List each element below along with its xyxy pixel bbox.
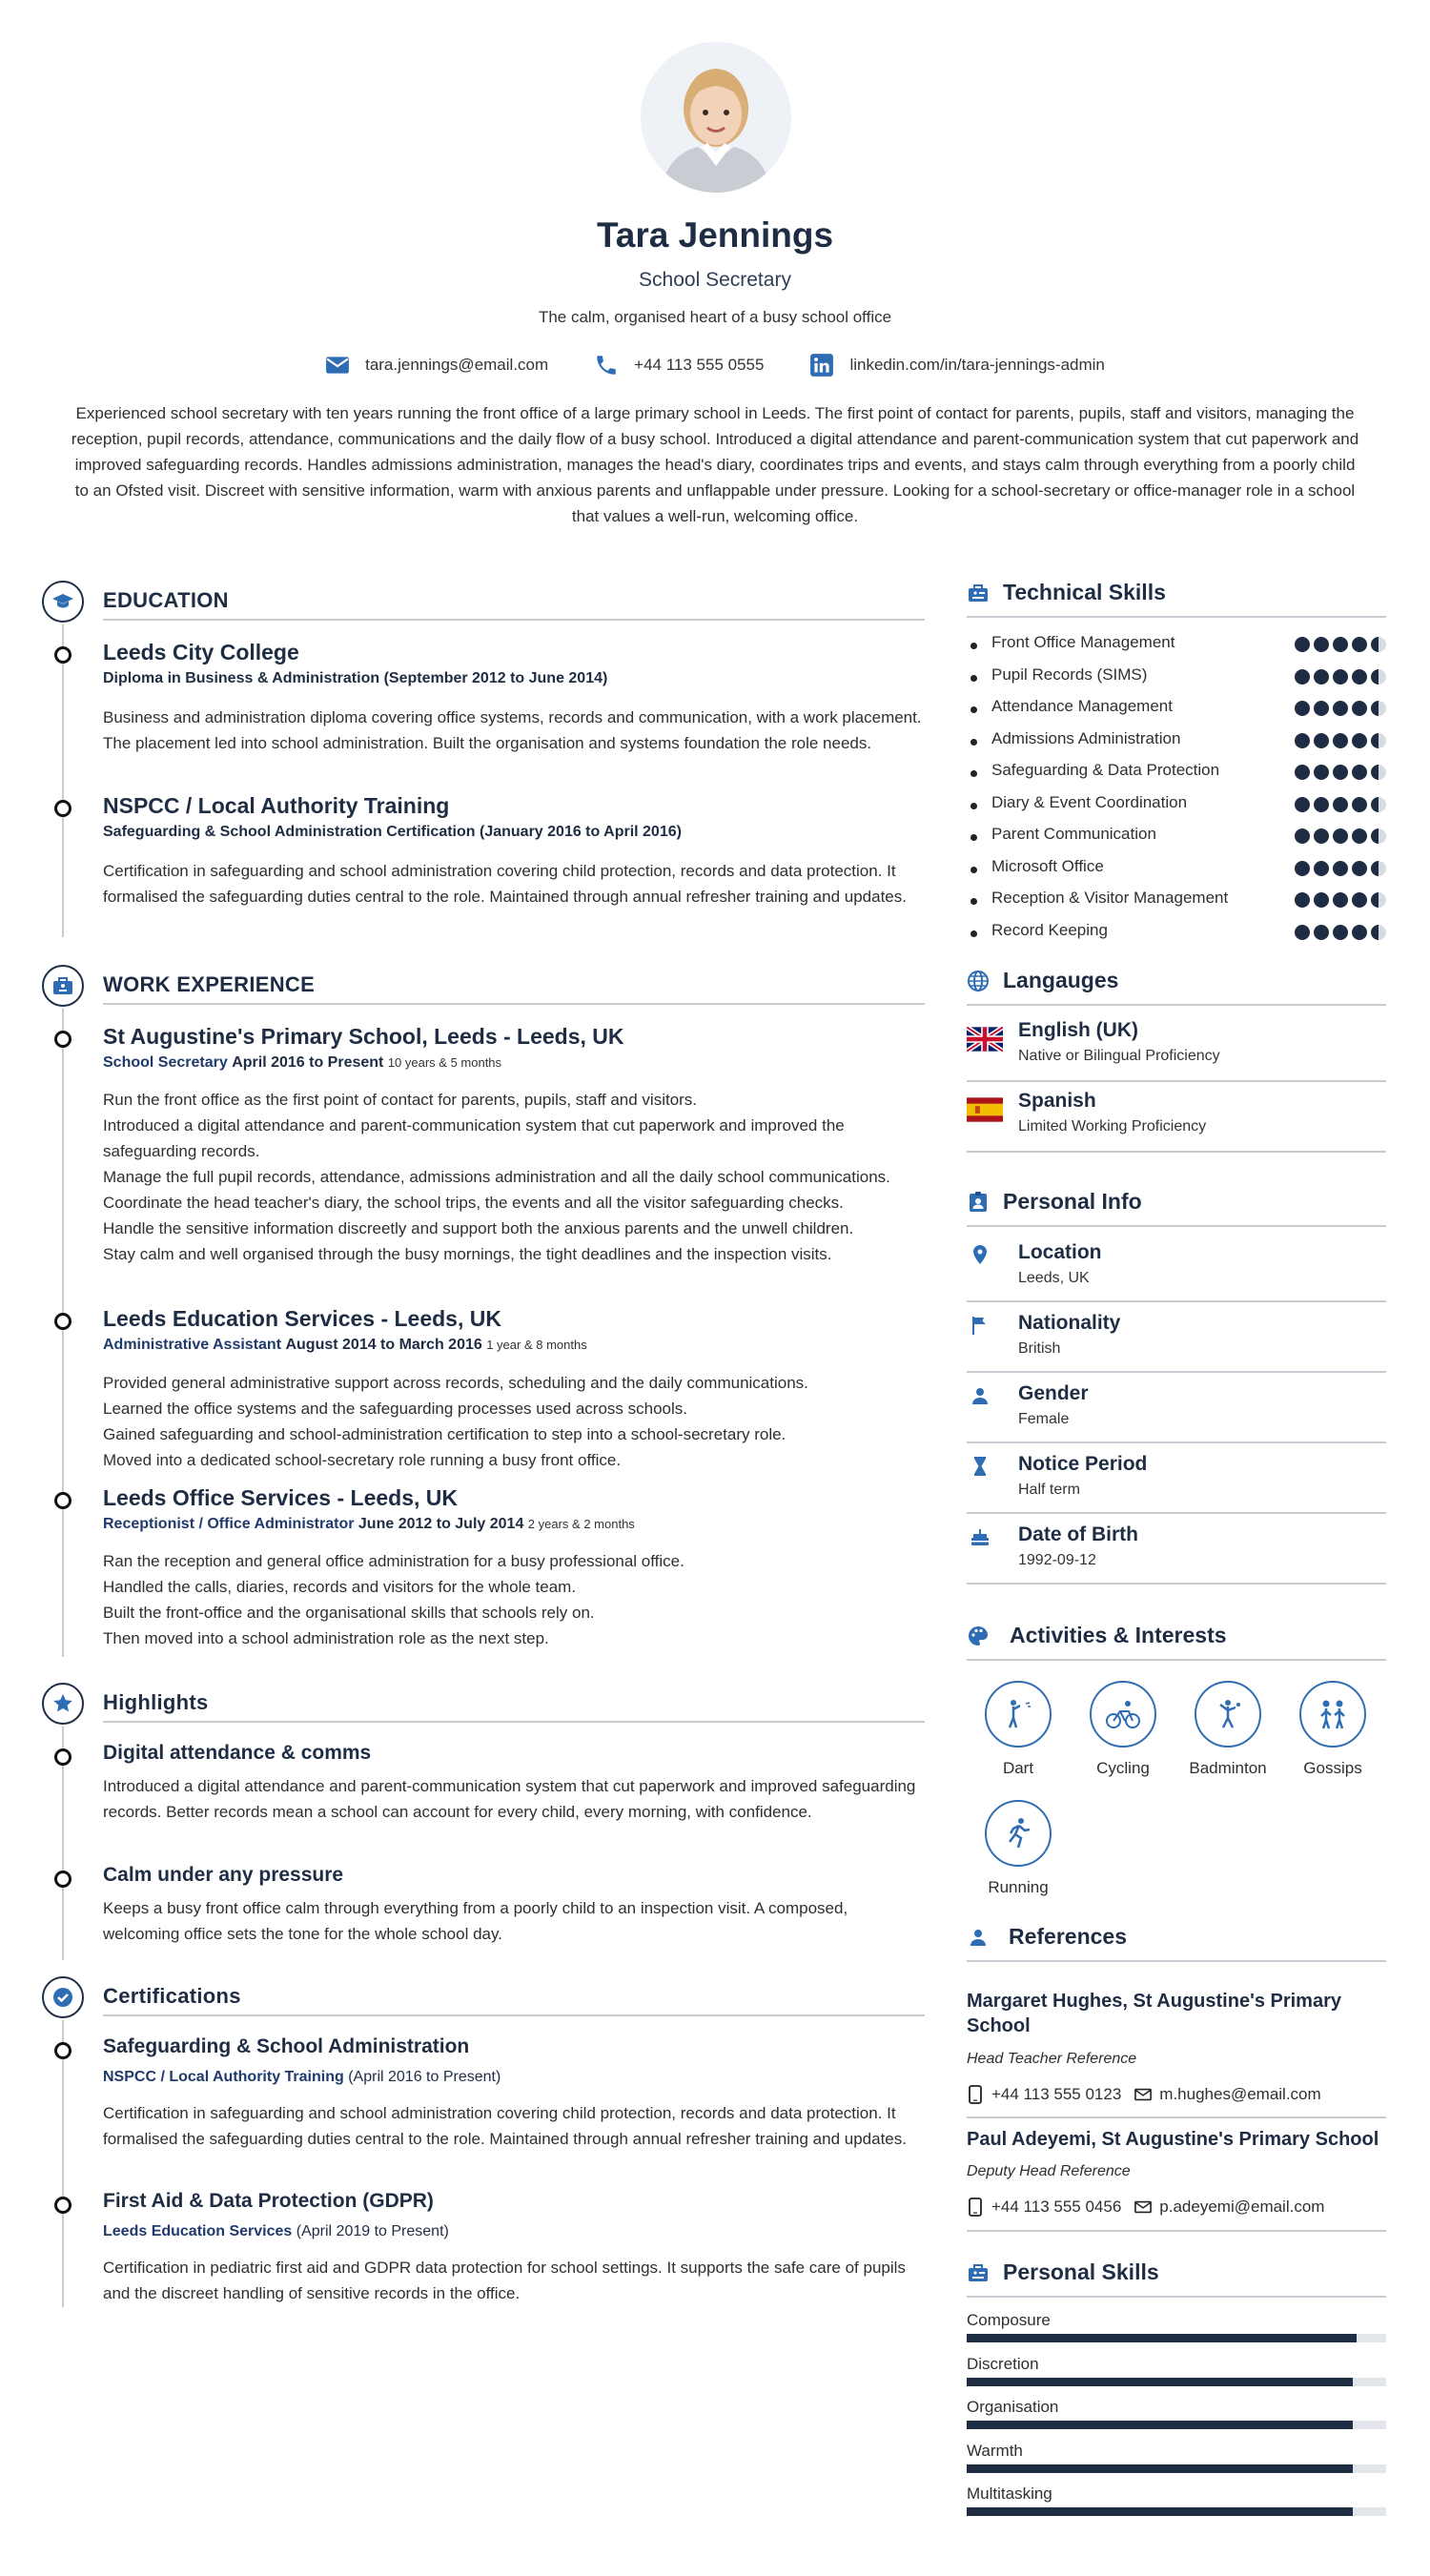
interests-title: Activities & Interests	[1010, 1623, 1227, 1647]
work-duration: 2 years & 2 months	[527, 1517, 635, 1531]
certification-title: Safeguarding & School Administration	[103, 2035, 470, 2057]
bullet	[970, 834, 977, 841]
palette-icon	[967, 1625, 990, 1647]
bullet	[970, 898, 977, 905]
rating-dot	[1371, 925, 1386, 940]
timeline-dot	[54, 646, 72, 664]
interest-item	[970, 1681, 1066, 1778]
reference-contact	[967, 2085, 1321, 2104]
work-duty: Gained safeguarding and school-administration certification to step into a school-secretary role.	[103, 1425, 786, 1443]
education-qualification: Safeguarding & School Administration Certification	[103, 824, 476, 840]
technical-skill-name: Diary & Event Coordination	[991, 792, 1188, 811]
highlight-title: Digital attendance & comms	[103, 1742, 372, 1764]
languages-title: Langauges	[1003, 968, 1119, 992]
reference-email[interactable]: p.adeyemi@email.com	[1159, 2198, 1325, 2216]
technical-skill-item	[991, 761, 1386, 789]
section-divider	[103, 619, 925, 621]
linkedin-contact[interactable]	[809, 353, 1104, 378]
language-level: Native or Bilingual Proficiency	[1018, 1048, 1220, 1064]
personal-info-item	[967, 1241, 1386, 1298]
education-timeline	[62, 624, 64, 937]
rating-dot	[1295, 797, 1310, 812]
rating-dot	[1295, 637, 1310, 652]
section-divider	[967, 1512, 1386, 1514]
email-text[interactable]: tara.jennings@email.com	[365, 356, 549, 374]
rating-dot	[1371, 733, 1386, 748]
personal-info-value: Leeds, UK	[1018, 1270, 1090, 1286]
id-badge-icon	[967, 1191, 990, 1214]
certifications-title: Certifications	[103, 1984, 241, 2008]
certifications-section-header	[42, 1976, 925, 2018]
personal-info-label: Nationality	[1018, 1312, 1121, 1334]
rating-dot	[1352, 925, 1367, 940]
skill-bar	[967, 2421, 1386, 2429]
work-dates: April 2016 to Present	[232, 1054, 384, 1071]
work-duty: Coordinate the head teacher's diary, the school trips, the events and all the visitor safeguarding checks.	[103, 1194, 844, 1212]
bullet	[970, 675, 977, 682]
personal-skill-name: Warmth	[967, 2441, 1023, 2460]
envelope-icon	[1134, 2085, 1152, 2104]
interest-label: Gossips	[1303, 1759, 1362, 1777]
rating-dot	[1333, 669, 1348, 685]
section-divider	[967, 1441, 1386, 1443]
rating-dot	[1371, 637, 1386, 652]
running-icon	[985, 1800, 1052, 1867]
linkedin-icon	[809, 353, 834, 378]
person-icon	[969, 1384, 991, 1407]
work-duty: Moved into a dedicated school-secretary role running a busy front office.	[103, 1451, 622, 1469]
personal-info-label: Location	[1018, 1241, 1102, 1263]
bullet	[970, 930, 977, 937]
timeline-dot	[54, 1871, 72, 1888]
rating-dot	[1371, 669, 1386, 685]
work-duties	[103, 1548, 923, 1651]
work-duty: Manage the full pupil records, attendance, admissions administration and all the daily school communications.	[103, 1168, 890, 1186]
personal-info-value: 1992-09-12	[1018, 1552, 1096, 1568]
uk-flag-icon	[967, 1027, 1003, 1052]
rating-dot	[1352, 701, 1367, 716]
toolbox-icon	[967, 2261, 990, 2284]
location-pin-icon	[969, 1243, 991, 1266]
skill-bar-fill	[967, 2421, 1353, 2429]
envelope-icon	[1134, 2198, 1152, 2217]
personal-skill-item	[967, 2442, 1386, 2473]
education-description: Business and administration diploma covering office systems, records and communication, with a work placement. The placement led into school administration. Built the organisation and systems foundation the role needs.	[103, 708, 922, 752]
work-duty: Introduced a digital attendance and parent-communication system that cut paperwork and improved the safeguarding records.	[103, 1116, 845, 1160]
bullet	[970, 643, 977, 649]
personal-skill-name: Organisation	[967, 2398, 1059, 2416]
education-description: Certification in safeguarding and school administration covering child protection, records and data protection. It formalised the safeguarding duties central to the role. Maintained through annual refresher training and updates.	[103, 862, 907, 906]
bullet	[970, 706, 977, 713]
language-name: Spanish	[1018, 1090, 1096, 1112]
education-qualification: Diploma in Business & Administration	[103, 670, 380, 686]
skill-rating	[1295, 892, 1386, 908]
certification-dates: (April 2016 to Present)	[348, 2069, 501, 2085]
bullet	[970, 803, 977, 809]
education-dates: (September 2012 to June 2014)	[383, 670, 608, 686]
skill-bar-fill	[967, 2334, 1357, 2342]
education-org: Leeds City College	[103, 640, 299, 664]
technical-skill-name: Parent Communication	[991, 825, 1156, 843]
highlight-description: Introduced a digital attendance and parent-communication system that cut paperwork and improved safeguarding records. Better records mean a school can account for every child, every morning, with confidence.	[103, 1777, 916, 1821]
certification-description: Certification in safeguarding and school administration covering child protection, records and data protection. It formalised the safeguarding duties central to the role. Maintained through annual refresher training and updates.	[103, 2104, 907, 2148]
technical-skill-name: Pupil Records (SIMS)	[991, 664, 1148, 684]
timeline-dot	[54, 2042, 72, 2059]
personal-skills-header	[967, 2258, 1386, 2296]
section-divider	[967, 1583, 1386, 1584]
certifications-timeline	[62, 2020, 64, 2307]
technical-skills-title: Technical Skills	[1003, 580, 1166, 604]
rating-dot	[1371, 701, 1386, 716]
rating-dot	[1352, 669, 1367, 685]
highlights-title: Highlights	[103, 1690, 209, 1714]
section-divider	[967, 1151, 1386, 1153]
work-duty: Handled the calls, diaries, records and visitors for the whole team.	[103, 1578, 577, 1596]
section-divider	[967, 1659, 1386, 1661]
work-position: School Secretary	[103, 1054, 228, 1071]
personal-skill-item	[967, 2484, 1386, 2516]
personal-info-label: Gender	[1018, 1382, 1089, 1404]
skill-rating	[1295, 828, 1386, 844]
personal-info-item	[967, 1523, 1386, 1581]
rating-dot	[1352, 797, 1367, 812]
globe-icon	[967, 970, 990, 992]
rating-dot	[1333, 637, 1348, 652]
rating-dot	[1371, 765, 1386, 780]
contact-bar	[0, 353, 1430, 378]
dart-icon	[985, 1681, 1052, 1748]
hourglass-icon	[969, 1455, 991, 1478]
timeline-dot	[54, 2197, 72, 2214]
languages-header	[967, 966, 1386, 1004]
timeline-dot	[54, 1492, 72, 1509]
mobile-phone-icon	[967, 2198, 984, 2217]
phone-text[interactable]: +44 113 555 0555	[634, 356, 765, 374]
reference-contact	[967, 2198, 1324, 2217]
cake-icon	[969, 1525, 991, 1548]
work-duties	[103, 1087, 923, 1267]
language-name: English (UK)	[1018, 1019, 1138, 1041]
skill-bar	[967, 2507, 1386, 2516]
work-position-line	[103, 1054, 501, 1072]
personal-info-label: Date of Birth	[1018, 1523, 1138, 1545]
technical-skills-header	[967, 578, 1386, 616]
rating-dot	[1371, 797, 1386, 812]
rating-dot	[1314, 733, 1329, 748]
work-duty: Then moved into a school administration role as the next step.	[103, 1629, 549, 1647]
rating-dot	[1314, 828, 1329, 844]
personal-skill-item	[967, 2398, 1386, 2429]
certification-issuer-line	[103, 2223, 449, 2240]
work-timeline	[62, 1009, 64, 1657]
section-divider	[103, 1003, 925, 1005]
technical-skill-name: Microsoft Office	[991, 856, 1104, 875]
timeline-dot	[54, 1748, 72, 1766]
bullet	[970, 867, 977, 873]
education-qualification-line	[103, 824, 682, 841]
rating-dot	[1314, 669, 1329, 685]
phone-contact[interactable]	[594, 353, 764, 378]
rating-dot	[1371, 861, 1386, 876]
technical-skill-name: Attendance Management	[991, 697, 1173, 715]
timeline-dot	[54, 1031, 72, 1048]
rating-dot	[1295, 892, 1310, 908]
technical-skill-item	[991, 665, 1386, 694]
skill-rating	[1295, 669, 1386, 685]
education-title: EDUCATION	[103, 588, 229, 612]
section-divider	[967, 1004, 1386, 1006]
section-divider	[967, 1300, 1386, 1302]
work-duty: Built the front-office and the organisational skills that schools rely on.	[103, 1604, 595, 1622]
spain-flag-icon	[967, 1097, 1003, 1122]
work-title: WORK EXPERIENCE	[103, 972, 316, 996]
certification-issuer-line	[103, 2069, 500, 2086]
toolbox-icon	[967, 582, 990, 604]
rating-dot	[1295, 828, 1310, 844]
timeline-dot	[54, 800, 72, 817]
rating-dot	[1352, 765, 1367, 780]
personal-info-value: British	[1018, 1340, 1061, 1357]
technical-skill-item	[991, 889, 1386, 917]
technical-skill-name: Front Office Management	[991, 633, 1175, 651]
certification-issuer: NSPCC / Local Authority Training	[103, 2069, 344, 2085]
technical-skill-item	[991, 633, 1386, 662]
rating-dot	[1352, 892, 1367, 908]
technical-skill-name: Reception & Visitor Management	[991, 889, 1229, 907]
reference-phone[interactable]: +44 113 555 0456	[991, 2198, 1122, 2216]
rating-dot	[1295, 669, 1310, 685]
personal-skill-item	[967, 2311, 1386, 2342]
personal-info-title: Personal Info	[1003, 1189, 1142, 1214]
section-divider	[967, 2116, 1386, 2118]
work-org: St Augustine's Primary School, Leeds - Leeds, UK	[103, 1024, 624, 1049]
personal-info-item	[967, 1453, 1386, 1510]
certification-title: First Aid & Data Protection (GDPR)	[103, 2190, 434, 2212]
reference-name: Margaret Hughes, St Augustine's Primary School	[967, 1991, 1341, 2036]
education-dates: (January 2016 to April 2016)	[480, 824, 682, 840]
skill-bar	[967, 2464, 1386, 2473]
rating-dot	[1352, 733, 1367, 748]
interest-item	[970, 1800, 1066, 1897]
interests-header	[967, 1621, 1386, 1659]
section-divider	[967, 1371, 1386, 1373]
skill-bar-fill	[967, 2507, 1353, 2516]
badminton-icon	[1195, 1681, 1261, 1748]
skill-rating	[1295, 637, 1386, 652]
personal-info-item	[967, 1382, 1386, 1440]
skill-bar	[967, 2334, 1386, 2342]
badge-check-icon	[42, 1976, 84, 2018]
rating-dot	[1333, 828, 1348, 844]
section-divider	[103, 2014, 925, 2016]
candidate-name: Tara Jennings	[596, 215, 834, 255]
references-title: References	[1009, 1924, 1128, 1949]
skill-bar-fill	[967, 2464, 1353, 2473]
language-level: Limited Working Proficiency	[1018, 1118, 1207, 1135]
section-divider	[967, 1225, 1386, 1227]
work-org: Leeds Office Services - Leeds, UK	[103, 1485, 458, 1510]
linkedin-text[interactable]: linkedin.com/in/tara-jennings-admin	[849, 356, 1105, 374]
section-divider	[967, 2296, 1386, 2298]
rating-dot	[1333, 765, 1348, 780]
rating-dot	[1333, 797, 1348, 812]
mobile-phone-icon	[967, 2085, 984, 2104]
work-duty: Stay calm and well organised through the busy mornings, the tight deadlines and the inspection visits.	[103, 1245, 832, 1263]
personal-skill-item	[967, 2355, 1386, 2386]
rating-dot	[1352, 861, 1367, 876]
candidate-role: School Secretary	[639, 269, 791, 291]
personal-info-header	[967, 1187, 1386, 1225]
rating-dot	[1314, 637, 1329, 652]
highlight-description: Keeps a busy front office calm through everything from a poorly child to an inspection visit. A composed, welcoming office sets the tone for the whole school day.	[103, 1899, 848, 1943]
technical-skill-item	[991, 697, 1386, 726]
personal-info-item	[967, 1312, 1386, 1369]
rating-dot	[1333, 892, 1348, 908]
technical-skill-item	[991, 729, 1386, 758]
work-dates: June 2012 to July 2014	[358, 1516, 524, 1532]
personal-info-value: Female	[1018, 1411, 1070, 1427]
profile-summary: Experienced school secretary with ten years running the front office of a large primary school in Leeds. The first point of contact for parents, pupils, staff and visitors, managing the reception, pupil records, attendance, communications and the daily flow of a busy school. Introduced a digital attendance and parent-communication system that cut paperwork and improved safeguarding records. Handles admissions administration, manages the head's diary, coordinates trips and events, and stays calm through everything from a poorly child to an Ofsted visit. Discreet with sensitive information, warm with anxious parents and unflappable under pressure. Looking for a school-secretary or office-manager role in a school that values a well-run, welcoming office.	[71, 404, 1359, 525]
rating-dot	[1295, 701, 1310, 716]
rating-dot	[1333, 861, 1348, 876]
highlight-title: Calm under any pressure	[103, 1864, 344, 1886]
skill-rating	[1295, 701, 1386, 716]
timeline-dot	[54, 1313, 72, 1330]
personal-skills-title: Personal Skills	[1003, 2259, 1159, 2284]
reference-role: Head Teacher Reference	[967, 2051, 1137, 2067]
interest-label: Cycling	[1096, 1759, 1150, 1777]
interest-label: Badminton	[1189, 1759, 1267, 1777]
reference-phone[interactable]: +44 113 555 0123	[991, 2085, 1122, 2103]
bullet	[970, 739, 977, 746]
person-icon	[967, 1926, 990, 1949]
rating-dot	[1371, 828, 1386, 844]
language-item	[967, 1019, 1386, 1076]
technical-skill-item	[991, 825, 1386, 853]
interest-item	[1180, 1681, 1276, 1778]
technical-skill-item	[991, 793, 1386, 822]
rating-dot	[1371, 892, 1386, 908]
rating-dot	[1333, 925, 1348, 940]
personal-info-value: Half term	[1018, 1482, 1080, 1498]
skill-rating	[1295, 925, 1386, 940]
references-header	[967, 1922, 1386, 1960]
certification-issuer: Leeds Education Services	[103, 2223, 293, 2239]
personal-skill-name: Discretion	[967, 2354, 1039, 2373]
work-position: Administrative Assistant	[103, 1337, 282, 1353]
work-section-header	[42, 965, 925, 1007]
profile-photo	[641, 42, 791, 193]
rating-dot	[1333, 733, 1348, 748]
work-duties	[103, 1370, 923, 1473]
bullet	[970, 770, 977, 777]
rating-dot	[1314, 765, 1329, 780]
language-item	[967, 1090, 1386, 1147]
work-duration: 10 years & 5 months	[387, 1055, 502, 1070]
personal-skill-name: Multitasking	[967, 2484, 1052, 2503]
rating-dot	[1352, 828, 1367, 844]
work-position-line	[103, 1516, 635, 1533]
education-org: NSPCC / Local Authority Training	[103, 793, 450, 818]
rating-dot	[1295, 765, 1310, 780]
work-duty: Run the front office as the first point of contact for parents, pupils, staff and visitors.	[103, 1091, 698, 1109]
skill-bar-fill	[967, 2378, 1353, 2386]
rating-dot	[1295, 925, 1310, 940]
rating-dot	[1295, 733, 1310, 748]
work-org: Leeds Education Services - Leeds, UK	[103, 1306, 501, 1331]
rating-dot	[1314, 925, 1329, 940]
section-divider	[967, 2230, 1386, 2232]
skill-rating	[1295, 765, 1386, 780]
candidate-tagline: The calm, organised heart of a busy school office	[538, 308, 892, 326]
certification-dates: (April 2019 to Present)	[296, 2223, 449, 2239]
section-divider	[967, 1080, 1386, 1082]
technical-skill-name: Record Keeping	[991, 920, 1108, 939]
personal-skill-name: Composure	[967, 2311, 1051, 2329]
rating-dot	[1352, 637, 1367, 652]
rating-dot	[1314, 861, 1329, 876]
personal-info-label: Notice Period	[1018, 1453, 1148, 1475]
graduation-cap-icon	[42, 581, 84, 623]
work-position-line	[103, 1337, 587, 1354]
email-contact[interactable]	[325, 353, 548, 378]
technical-skill-name: Admissions Administration	[991, 728, 1181, 747]
work-duty: Ran the reception and general office administration for a busy professional office.	[103, 1552, 684, 1570]
work-duty: Handle the sensitive information discreetly and support both the anxious parents and the unwell children.	[103, 1219, 854, 1237]
rating-dot	[1314, 797, 1329, 812]
phone-icon	[594, 353, 619, 378]
briefcase-icon	[42, 965, 84, 1007]
education-qualification-line	[103, 670, 607, 687]
section-divider	[967, 1960, 1386, 1962]
technical-skill-item	[991, 921, 1386, 950]
cycling-icon	[1090, 1681, 1156, 1748]
interest-label: Dart	[1002, 1759, 1034, 1777]
reference-name: Paul Adeyemi, St Augustine's Primary School	[967, 2129, 1379, 2150]
skill-bar	[967, 2378, 1386, 2386]
reference-email[interactable]: m.hughes@email.com	[1159, 2085, 1321, 2103]
interest-item	[1075, 1681, 1171, 1778]
section-divider	[103, 1721, 925, 1723]
rating-dot	[1314, 701, 1329, 716]
work-position: Receptionist / Office Administrator	[103, 1516, 355, 1532]
education-section-header	[42, 581, 925, 623]
reference-role: Deputy Head Reference	[967, 2163, 1131, 2179]
skill-rating	[1295, 797, 1386, 812]
flag-icon	[969, 1314, 991, 1337]
skill-rating	[1295, 733, 1386, 748]
interest-label: Running	[988, 1878, 1049, 1896]
envelope-icon	[325, 353, 350, 378]
rating-dot	[1333, 701, 1348, 716]
gossip-people-icon	[1299, 1681, 1366, 1748]
star-icon	[42, 1683, 84, 1725]
certification-description: Certification in pediatric first aid and GDPR data protection for school settings. It supports the safe care of pupils and the discreet handling of sensitive records in the office.	[103, 2259, 906, 2302]
interest-item	[1285, 1681, 1380, 1778]
work-duty: Provided general administrative support across records, scheduling and the daily communications.	[103, 1374, 808, 1392]
work-duty: Learned the office systems and the safeguarding processes used across schools.	[103, 1400, 687, 1418]
highlights-section-header	[42, 1683, 925, 1725]
rating-dot	[1295, 861, 1310, 876]
technical-skill-item	[991, 857, 1386, 886]
work-dates: August 2014 to March 2016	[285, 1337, 482, 1353]
skill-rating	[1295, 861, 1386, 876]
technical-skill-name: Safeguarding & Data Protection	[991, 761, 1220, 779]
rating-dot	[1314, 892, 1329, 908]
section-divider	[967, 616, 1386, 618]
work-duration: 1 year & 8 months	[486, 1338, 587, 1352]
